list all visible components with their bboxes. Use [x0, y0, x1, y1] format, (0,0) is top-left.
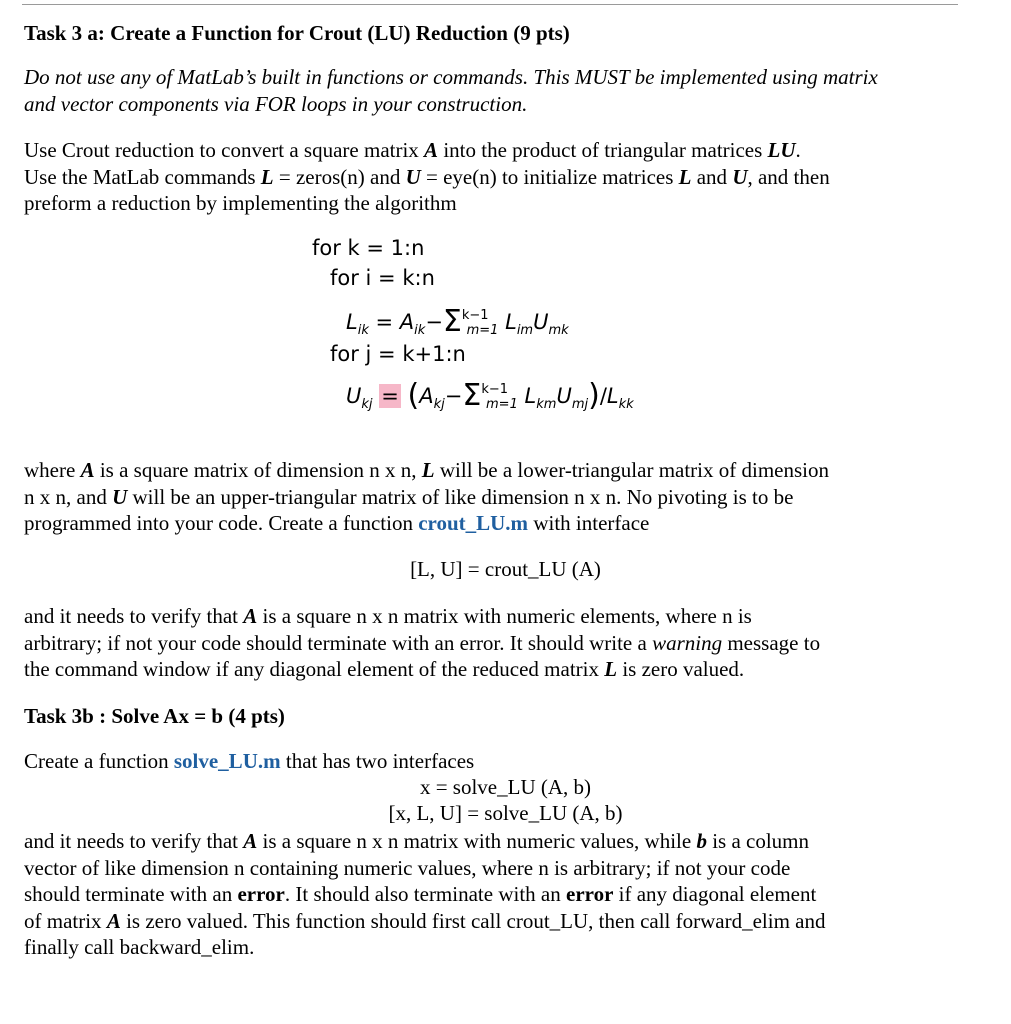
solve-interface-2: [x, L, U] = solve_LU (A, b): [388, 801, 623, 825]
solve-lu-link: solve_LU.m: [173, 749, 281, 773]
task3a-note: [24, 64, 959, 117]
task3a-paragraph-3: and it needs to verify that A is a square n x n matrix with numeric elements, where n is arbitrary; if not your code should terminate with an error. It should write a warning message to the command window if any diagonal element of the reduced matrix L is zero valued.: [24, 604, 821, 681]
task3b-heading: Task 3b : Solve Ax = b (4 pts): [24, 704, 285, 728]
task3a-heading: Task 3 a: Create a Function for Crout (LU) Reduction (9 pts): [24, 21, 570, 45]
task3a-paragraph-1: Use Crout reduction to convert a square matrix A into the product of triangular matrices LU. Use the MatLab commands L = zeros(n) and U = eye(n) to initialize matrices L and U, and then preform a reduction by implementing the algorithm: [24, 138, 830, 215]
top-rule: [22, 4, 958, 5]
task3a-paragraph-2: where A is a square matrix of dimension n x n, L will be a lower-triangular matrix of dimension n x n, and U will be an upper-triangular matrix of like dimension n x n. No pivoting is to be programmed into your code. Create a function crout_LU.m with interface: [24, 458, 829, 535]
algo-formula-L: $L_{ik} = A_{ik}-\Sigma^{k-1}_{m=1}$ $L_{im}U_{mk}$: [346, 304, 569, 339]
crout-algorithm: [312, 232, 712, 427]
crout-lu-link: crout_LU.m: [418, 511, 529, 535]
note-line-2: and vector components via FOR loops in your construction.: [24, 91, 528, 116]
algo-formula-U: $U_{kj} = (A_{kj}-\Sigma^{k-1}_{m=1}$ $L_{km}U_{mj})/L_{kk}$: [346, 378, 634, 413]
solve-interface-1: x = solve_LU (A, b): [419, 775, 592, 799]
note-line-1: Do not use any of MatLab’s built in functions or commands. This MUST be implemented using matrix: [24, 65, 878, 89]
crout-interface: [L, U] = crout_LU (A): [410, 557, 601, 581]
task3b-paragraph-1: Create a function solve_LU.m that has two interfaces: [24, 749, 475, 773]
algo-loop-j: for j = k+1:n: [330, 342, 466, 366]
algo-loop-i: for i = k:n: [330, 266, 435, 290]
algo-loop-k: for k = 1:n: [312, 236, 425, 260]
task3b-paragraph-2: and it needs to verify that A is a square n x n matrix with numeric values, while b is a column vector of like dimension n containing numeric values, where n is arbitrary; if not your code should terminate with an error. It should also terminate with an error if any diagonal element of matrix A is zero valued. This function should first call crout_LU, then call forward_elim and finally call backward_elim.: [24, 829, 826, 959]
